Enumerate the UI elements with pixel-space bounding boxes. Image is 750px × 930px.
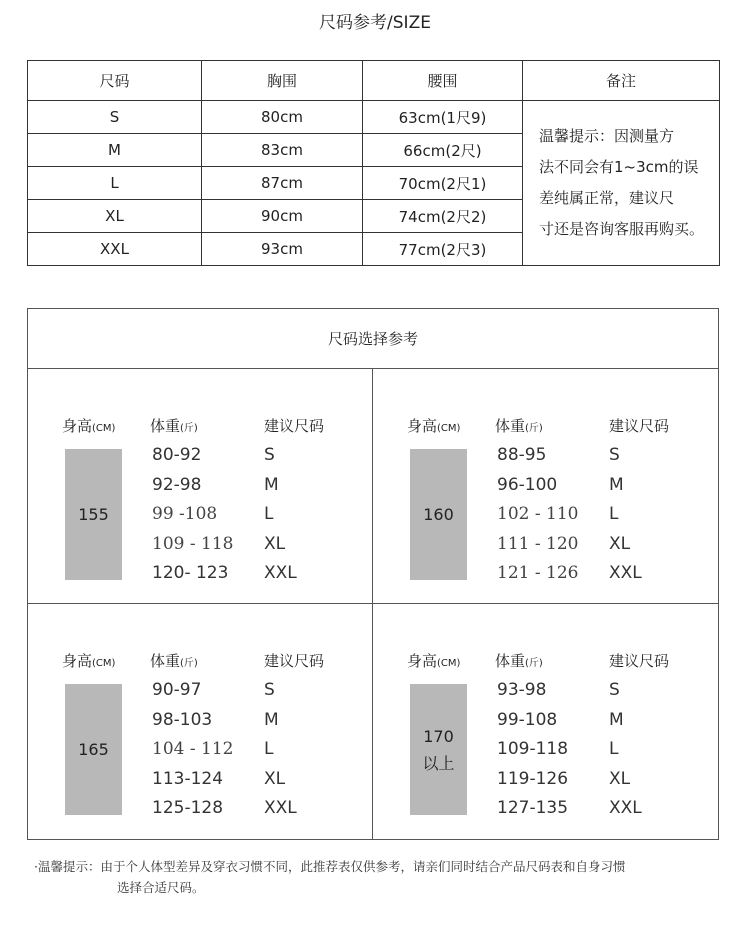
- cell-size: M: [28, 134, 202, 167]
- size-header: 建议尺码: [609, 417, 670, 435]
- list-item: [150, 534, 370, 564]
- suggested-size: L: [609, 504, 619, 524]
- weight-header: 体重(斤): [495, 417, 543, 435]
- cell-size: XL: [28, 200, 202, 233]
- note-line: 法不同会有1~3cm的误: [539, 158, 699, 176]
- list-item: [495, 680, 715, 710]
- suggested-size: M: [264, 709, 279, 730]
- weight-header: 体重(斤): [495, 652, 543, 670]
- weight-header: 体重(斤): [150, 417, 198, 435]
- guide-block-170: [373, 604, 718, 839]
- header-note: 备注: [523, 61, 720, 101]
- weight-range: 80-92: [152, 445, 202, 465]
- weight-range: 104 - 112: [152, 739, 234, 759]
- weight-range: 99 -108: [152, 504, 218, 524]
- suggested-size: S: [264, 445, 275, 465]
- list-item: [150, 475, 370, 505]
- cell-chest: 83cm: [202, 134, 363, 167]
- weight-range: 120- 123: [152, 563, 229, 583]
- suggested-size: XXL: [264, 798, 297, 818]
- list-item: [495, 739, 715, 769]
- height-header: 身高(CM): [407, 417, 461, 435]
- guide-block-165: [28, 604, 373, 839]
- weight-size-list: [495, 680, 715, 828]
- weight-range: 121 - 126: [497, 563, 579, 583]
- guide-title: 尺码选择参考: [28, 309, 718, 369]
- list-item: [150, 504, 370, 534]
- size-table: [27, 60, 720, 266]
- suggested-size: M: [609, 709, 624, 730]
- header-chest: 胸围: [202, 61, 363, 101]
- weight-size-list: [150, 680, 370, 828]
- suggested-size: XL: [264, 533, 286, 554]
- weight-range: 102 - 110: [497, 504, 579, 524]
- list-item: [495, 534, 715, 564]
- size-header: 建议尺码: [264, 417, 325, 435]
- list-item: [495, 798, 715, 828]
- weight-range: 92-98: [152, 474, 202, 495]
- weight-range: 125-128: [152, 798, 224, 818]
- height-header: 身高(CM): [407, 652, 461, 670]
- list-item: [495, 710, 715, 740]
- list-item: [495, 475, 715, 505]
- suggested-size: XXL: [609, 563, 642, 583]
- suggested-size: XL: [609, 768, 631, 789]
- suggested-size: L: [264, 504, 274, 524]
- weight-range: 109 - 118: [152, 533, 234, 554]
- guide-grid: [28, 369, 718, 839]
- cell-chest: 90cm: [202, 200, 363, 233]
- weight-range: 109-118: [497, 739, 569, 759]
- note-line: 差纯属正常，建议尺: [539, 189, 675, 207]
- header-size: 尺码: [28, 61, 202, 101]
- list-item: [495, 563, 715, 593]
- suggested-size: XL: [609, 533, 631, 554]
- note-cell: [523, 101, 720, 266]
- cell-waist: 66cm(2尺): [363, 134, 523, 167]
- cell-waist: 70cm(2尺1): [363, 167, 523, 200]
- cell-size: XXL: [28, 233, 202, 266]
- height-box: 170 以上: [410, 684, 467, 815]
- list-item: [150, 798, 370, 828]
- cell-size: L: [28, 167, 202, 200]
- list-item: [150, 739, 370, 769]
- note-line: 温馨提示：因测量方: [539, 127, 675, 145]
- list-item: [150, 445, 370, 475]
- cell-waist: 63cm(1尺9): [363, 101, 523, 134]
- weight-range: 98-103: [152, 709, 213, 730]
- cell-size: S: [28, 101, 202, 134]
- list-item: [495, 445, 715, 475]
- cell-waist: 74cm(2尺2): [363, 200, 523, 233]
- size-header: 建议尺码: [264, 652, 325, 670]
- footnote-line: 选择合适尺码。: [117, 880, 205, 895]
- weight-range: 93-98: [497, 680, 547, 700]
- size-guide: [27, 308, 719, 840]
- height-header: 身高(CM): [62, 652, 116, 670]
- header-waist: 腰围: [363, 61, 523, 101]
- footnote-line: ·温馨提示：由于个人体型差异及穿衣习惯不同，此推荐表仅供参考，请亲们同时结合产品尺码表和自身习惯: [34, 859, 626, 874]
- size-table-header: [28, 61, 720, 101]
- height-box: 155: [65, 449, 122, 580]
- height-box: 165: [65, 684, 122, 815]
- page-title: 尺码参考/SIZE: [319, 13, 431, 33]
- suggested-size: S: [264, 680, 275, 700]
- suggested-size: L: [609, 739, 619, 759]
- suggested-size: XXL: [264, 563, 297, 583]
- size-header: 建议尺码: [609, 652, 670, 670]
- suggested-size: M: [264, 474, 279, 495]
- weight-range: 113-124: [152, 768, 224, 789]
- suggested-size: S: [609, 445, 620, 465]
- weight-range: 111 - 120: [497, 533, 579, 554]
- suggested-size: XL: [264, 768, 286, 789]
- weight-header: 体重(斤): [150, 652, 198, 670]
- weight-size-list: [495, 445, 715, 593]
- list-item: [150, 563, 370, 593]
- note-line: 寸还是咨询客服再购买。: [539, 220, 705, 238]
- suggested-size: S: [609, 680, 620, 700]
- footnote: [34, 856, 724, 898]
- weight-range: 119-126: [497, 768, 569, 789]
- list-item: [495, 504, 715, 534]
- weight-size-list: [150, 445, 370, 593]
- weight-range: 96-100: [497, 474, 558, 495]
- weight-range: 90-97: [152, 680, 202, 700]
- guide-block-155: [28, 369, 373, 604]
- list-item: [150, 680, 370, 710]
- list-item: [150, 710, 370, 740]
- list-item: [495, 769, 715, 799]
- height-box: 160: [410, 449, 467, 580]
- weight-range: 88-95: [497, 445, 547, 465]
- guide-block-160: [373, 369, 718, 604]
- cell-chest: 80cm: [202, 101, 363, 134]
- height-header: 身高(CM): [62, 417, 116, 435]
- suggested-size: L: [264, 739, 274, 759]
- weight-range: 99-108: [497, 709, 558, 730]
- list-item: [150, 769, 370, 799]
- suggested-size: M: [609, 474, 624, 495]
- cell-chest: 93cm: [202, 233, 363, 266]
- cell-chest: 87cm: [202, 167, 363, 200]
- suggested-size: XXL: [609, 798, 642, 818]
- cell-waist: 77cm(2尺3): [363, 233, 523, 266]
- table-row: [28, 101, 720, 134]
- weight-range: 127-135: [497, 798, 569, 818]
